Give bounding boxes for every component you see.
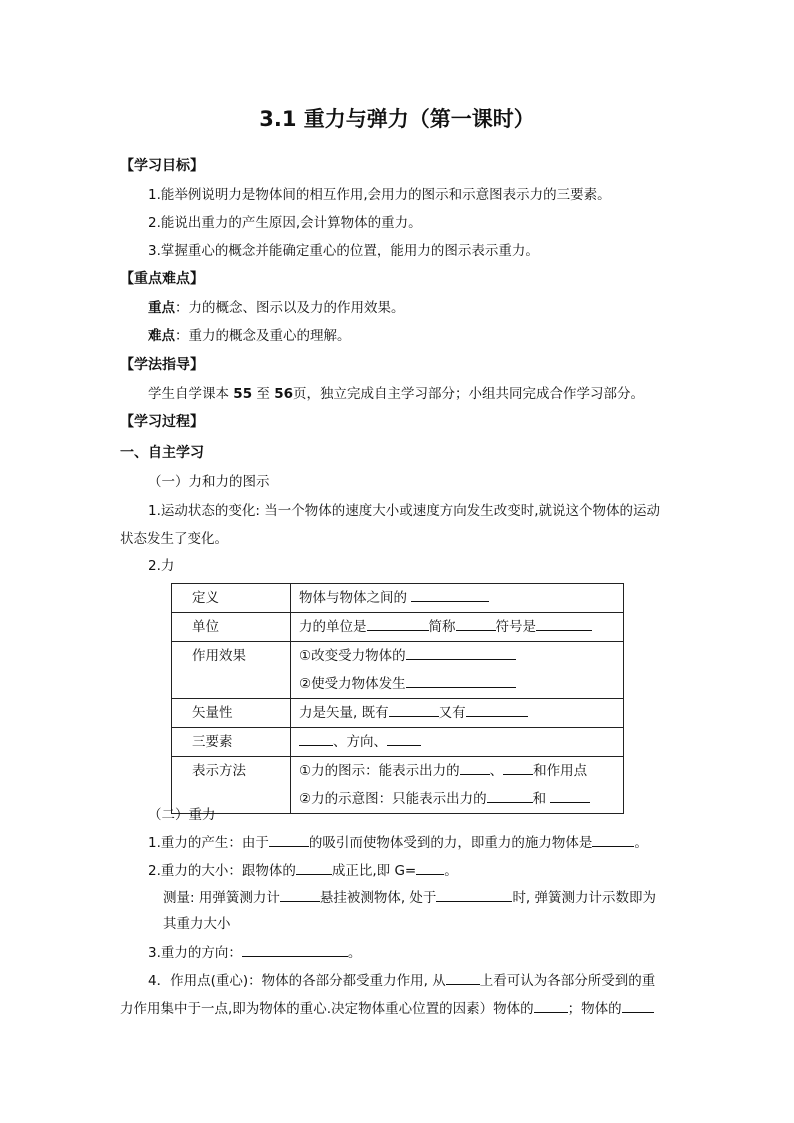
section-process: 【学习过程】 — [120, 414, 204, 430]
blank[interactable] — [242, 943, 348, 957]
table-row — [172, 613, 624, 642]
gravity-point-line1: 4．作用点(重心)：物体的各部分都受重力作用, 从 上看可认为各部分所受到的重 — [148, 973, 656, 989]
table-row — [172, 728, 624, 757]
motion-state-line2: 状态发生了变化。 — [120, 531, 228, 547]
gravity-origin: 1.重力的产生：由于 的吸引而使物体受到的力，即重力的施力物体是 。 — [148, 835, 648, 851]
blank[interactable] — [406, 674, 516, 688]
sub2-heading: （二）重力 — [148, 807, 216, 823]
effect-key: 作用效果 — [172, 642, 291, 699]
vector-value: 力是矢量, 既有 又有 — [291, 699, 624, 728]
force-table — [171, 583, 624, 814]
representation-value: ①力的图示：能表示出力的 、 和作用点 ②力的示意图：只能表示出力的 和 — [291, 757, 624, 814]
key-point-line — [148, 299, 405, 317]
blank[interactable] — [456, 617, 496, 631]
blank[interactable] — [280, 888, 320, 902]
blank[interactable] — [436, 888, 512, 902]
definition-value: 物体与物体之间的 — [291, 584, 624, 613]
elements-key: 三要素 — [172, 728, 291, 757]
key-text: ：力的概念、图示以及力的作用效果。 — [175, 300, 405, 316]
blank[interactable] — [534, 999, 568, 1013]
objective-3: 3.掌握重心的概念并能确定重心的位置，能用力的图示表示重力。 — [148, 243, 539, 259]
blank[interactable] — [416, 861, 444, 875]
table-row — [172, 699, 624, 728]
blank[interactable] — [460, 761, 490, 775]
vector-key: 矢量性 — [172, 699, 291, 728]
difficulty-line — [148, 327, 351, 345]
gravity-magnitude: 2.重力的大小：跟物体的 成正比,即 G= 。 — [148, 863, 458, 879]
blank[interactable] — [367, 617, 429, 631]
blank[interactable] — [592, 833, 634, 847]
blank[interactable] — [406, 646, 516, 660]
unit-value: 力的单位是 简称 符号是 — [291, 613, 624, 642]
blank[interactable] — [269, 833, 309, 847]
blank[interactable] — [296, 861, 332, 875]
gravity-direction: 3.重力的方向： 。 — [148, 945, 362, 961]
force-label: 2.力 — [148, 558, 175, 574]
section-key-points: 【重点难点】 — [120, 271, 204, 287]
blank[interactable] — [503, 761, 533, 775]
blank[interactable] — [446, 971, 480, 985]
effect-value: ①改变受力物体的 ②使受力物体发生 — [291, 642, 624, 699]
representation-key: 表示方法 — [172, 757, 291, 814]
unit-key: 单位 — [172, 613, 291, 642]
elements-value: 、方向、 — [291, 728, 624, 757]
blank[interactable] — [536, 617, 592, 631]
motion-state-line1: 1.运动状态的变化: 当一个物体的速度大小或速度方向发生改变时,就说这个物体的运动 — [148, 503, 661, 519]
blank[interactable] — [487, 789, 533, 803]
gravity-point-line2: 力作用集中于一点,即为物体的重心.决定物体重心位置的因素）物体的 ；物体的 — [120, 999, 654, 1018]
part1-heading: 一、自主学习 — [120, 445, 204, 461]
blank[interactable] — [299, 732, 333, 746]
blank[interactable] — [387, 732, 421, 746]
difficulty-label: 难点 — [148, 328, 175, 344]
section-method: 【学法指导】 — [120, 357, 204, 373]
page-title: 3.1 重力与弹力（第一课时） — [259, 107, 535, 131]
blank[interactable] — [411, 588, 489, 602]
sub1-heading: （一）力和力的图示 — [148, 474, 270, 490]
objective-2: 2.能说出重力的产生原因,会计算物体的重力。 — [148, 215, 422, 231]
blank[interactable] — [466, 703, 528, 717]
key-label: 重点 — [148, 300, 175, 316]
table-row — [172, 642, 624, 699]
blank[interactable] — [622, 999, 654, 1013]
objective-1: 1.能举例说明力是物体间的相互作用,会用力的图示和示意图表示力的三要素。 — [148, 187, 611, 203]
gravity-measure: 测量: 用弹簧测力计 悬挂被测物体, 处于 时, 弹簧测力计示数即为 — [163, 890, 657, 906]
difficulty-text: ：重力的概念及重心的理解。 — [175, 328, 351, 344]
table-row — [172, 584, 624, 613]
blank[interactable] — [550, 789, 590, 803]
table-row — [172, 757, 624, 814]
section-objectives: 【学习目标】 — [120, 158, 204, 174]
blank[interactable] — [389, 703, 439, 717]
definition-key: 定义 — [172, 584, 291, 613]
gravity-measure-2: 其重力大小 — [163, 916, 231, 932]
method-line: 学生自学课本 55 至 56页，独立完成自主学习部分；小组共同完成合作学习部分。 — [148, 386, 644, 402]
